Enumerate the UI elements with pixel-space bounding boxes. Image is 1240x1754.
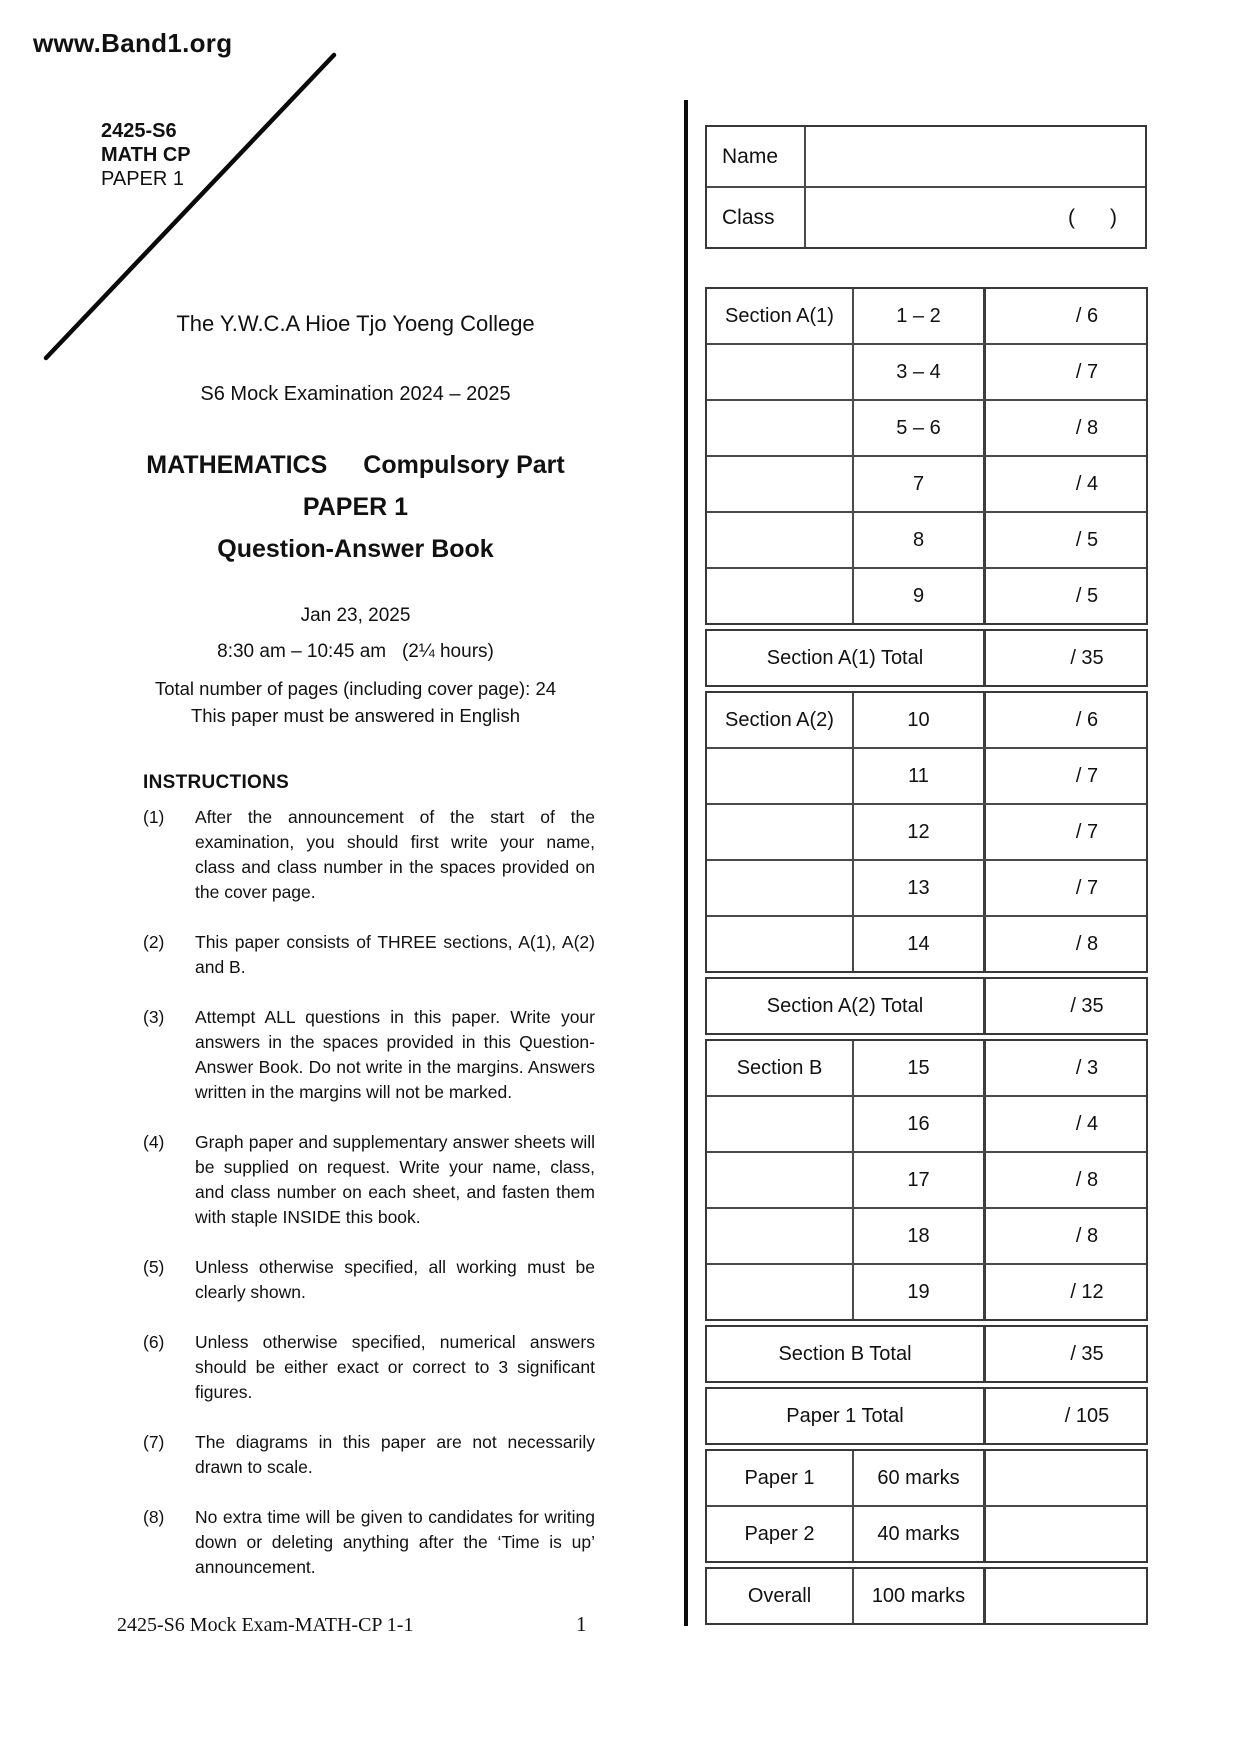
section-cell [707,1097,852,1151]
instruction-number: (7) [143,1432,165,1452]
marks-cell: / 105 [983,1389,1146,1443]
section-cell [707,401,852,455]
section-cell: Section A(1) [725,304,834,327]
summary-marks-cell: 60 marks [852,1451,983,1505]
instruction-text: Attempt ALL questions in this paper. Write your answers in the spaces provided in this Question-Answer Book. Do not write in the margins. Answers written in the margins will not be marked. [195,1007,595,1102]
question-cell: 14 [852,917,983,971]
question-cell: 5 – 6 [852,401,983,455]
instruction-number: (3) [143,1007,165,1027]
footer-page-number: 1 [576,1612,587,1636]
instruction-item [143,1430,595,1480]
marks-cell: / 7 [983,345,1146,399]
instruction-item [143,805,595,905]
section-b-total-box [705,1325,1148,1383]
marks-cell: / 6 [983,693,1146,747]
question-cell: 16 [852,1097,983,1151]
section-cell [707,861,852,915]
question-cell: 10 [852,693,983,747]
paper-number-title: PAPER 1 [302,493,409,521]
name-label: Name [707,127,806,186]
question-cell: 9 [852,569,983,623]
instructions-heading: INSTRUCTIONS [143,772,290,793]
instruction-item [143,1505,595,1580]
marks-row [707,511,1146,567]
paper-code-line2: MATH CP [101,144,191,166]
paper1-total-box [705,1387,1148,1445]
instructions-list [143,805,595,1605]
question-cell: 11 [852,749,983,803]
section-cell [707,1209,852,1263]
question-cell: 17 [852,1153,983,1207]
marks-cell: / 7 [983,861,1146,915]
question-cell: 12 [852,805,983,859]
section-cell [707,457,852,511]
marks-cell: / 3 [983,1041,1146,1095]
marks-row [707,747,1146,803]
marks-allocation-table [705,287,1148,1629]
marks-cell: / 4 [983,1097,1146,1151]
summary-row [707,1505,1146,1561]
marks-cell: / 5 [983,569,1146,623]
question-cell: 1 – 2 [852,289,983,343]
section-a2-box [705,691,1148,973]
paper-summary-box [705,1449,1148,1563]
summary-label-cell: Overall [747,1584,812,1607]
section-a1-total-box [705,629,1148,687]
exam-date: Jan 23, 2025 [300,605,411,626]
instruction-item [143,1255,595,1305]
section-cell [707,1265,852,1319]
paper-code-line3: PAPER 1 [101,168,184,190]
section-a1-box [705,287,1148,625]
marks-row [707,343,1146,399]
name-value-cell [806,127,1145,186]
instruction-number: (6) [143,1332,165,1352]
instruction-text: Unless otherwise specified, numerical answers should be either exact or correct to 3 significant figures. [195,1332,595,1402]
section-cell [707,1153,852,1207]
total-label-cell: Paper 1 Total [786,1404,904,1427]
question-cell: 15 [852,1041,983,1095]
summary-marks-cell: 40 marks [852,1507,983,1561]
marks-row [707,567,1146,623]
subject-part: Compulsory Part [363,451,565,479]
instruction-text: After the announcement of the start of the examination, you should first write your name, class and class number in the spaces provided on the cover page. [195,807,595,902]
section-cell [707,805,852,859]
marks-row [707,915,1146,971]
question-cell: 7 [852,457,983,511]
marks-cell: / 8 [983,401,1146,455]
marks-row [707,399,1146,455]
marks-row [707,455,1146,511]
summary-label-cell: Paper 1 [744,1466,815,1489]
instruction-text: Unless otherwise specified, all working must be clearly shown. [195,1257,595,1302]
section-b-box [705,1039,1148,1321]
section-cell [707,749,852,803]
total-row [707,1389,1146,1443]
instruction-text: This paper consists of THREE sections, A(1), A(2) and B. [195,932,595,977]
section-cell [707,569,852,623]
exam-title: S6 Mock Examination 2024 – 2025 [200,383,511,405]
total-label-cell: Section A(2) Total [766,994,924,1017]
watermark-text: www.Band1.org [33,28,233,58]
marks-cell: / 35 [983,1327,1146,1381]
instruction-text: The diagrams in this paper are not necessarily drawn to scale. [195,1432,595,1477]
class-label: Class [707,188,806,247]
marks-row [707,1207,1146,1263]
summary-row [707,1569,1146,1623]
total-row [707,1327,1146,1381]
marks-cell: / 4 [983,457,1146,511]
marks-row [707,803,1146,859]
instruction-number: (4) [143,1132,165,1152]
vertical-divider-rule [684,100,688,1626]
section-cell: Section B [736,1056,823,1079]
instruction-number: (5) [143,1257,165,1277]
total-label-cell: Section A(1) Total [766,646,924,669]
section-a2-total-box [705,977,1148,1035]
instruction-text: Graph paper and supplementary answer sheets will be supplied on request. Write your name, class, and class number on each sheet, and fasten them with staple INSIDE this book. [195,1132,595,1227]
instruction-number: (1) [143,807,165,827]
section-cell [707,917,852,971]
marks-row [707,1095,1146,1151]
language-note: This paper must be answered in English [190,705,521,726]
instruction-text: No extra time will be given to candidates for writing down or deleting anything after the ‘Time is up’ announcement. [195,1507,595,1577]
total-row [707,979,1146,1033]
class-row [707,186,1145,247]
footer-document-code: 2425-S6 Mock Exam-MATH-CP 1-1 [117,1614,414,1636]
summary-score-cell [983,1451,1146,1505]
section-cell [707,513,852,567]
question-cell: 13 [852,861,983,915]
question-cell: 18 [852,1209,983,1263]
marks-row [707,693,1146,747]
marks-row [707,859,1146,915]
book-title: Question-Answer Book [217,535,494,563]
instruction-item [143,1130,595,1230]
marks-row [707,1041,1146,1095]
section-cell [707,345,852,399]
total-label-cell: Section B Total [778,1342,912,1365]
summary-score-cell [983,1569,1146,1623]
paper-code-line1: 2425-S6 [101,120,177,142]
instruction-item [143,1330,595,1405]
marks-cell: / 35 [983,631,1146,685]
name-row [707,127,1145,186]
overall-box [705,1567,1148,1625]
summary-label-cell: Paper 2 [744,1522,815,1545]
marks-cell: / 12 [983,1265,1146,1319]
instruction-number: (8) [143,1507,165,1527]
marks-cell: / 7 [983,805,1146,859]
exam-time: 8:30 am – 10:45 am (2¼ hours) [217,641,494,662]
marks-cell: / 8 [983,1209,1146,1263]
marks-cell: / 35 [983,979,1146,1033]
instruction-item [143,930,595,980]
summary-score-cell [983,1507,1146,1561]
subject-name: MATHEMATICS [146,451,328,479]
question-cell: 8 [852,513,983,567]
section-cell: Section A(2) [725,708,834,731]
question-cell: 19 [852,1265,983,1319]
summary-marks-cell: 100 marks [852,1569,983,1623]
marks-row [707,1263,1146,1319]
instruction-item [143,1005,595,1105]
pages-note: Total number of pages (including cover page): 24 [154,678,557,699]
name-class-table [705,125,1147,249]
subject-title [88,451,623,480]
total-row [707,631,1146,685]
marks-row [707,1151,1146,1207]
marks-cell: / 8 [983,1153,1146,1207]
marks-row [707,289,1146,343]
marks-cell: / 8 [983,917,1146,971]
marks-cell: / 6 [983,289,1146,343]
summary-row [707,1451,1146,1505]
question-cell: 3 – 4 [852,345,983,399]
college-name: The Y.W.C.A Hioe Tjo Yoeng College [176,311,535,336]
marks-cell: / 5 [983,513,1146,567]
class-number-parentheses: ( ) [1068,205,1117,229]
marks-cell: / 7 [983,749,1146,803]
instruction-number: (2) [143,932,165,952]
